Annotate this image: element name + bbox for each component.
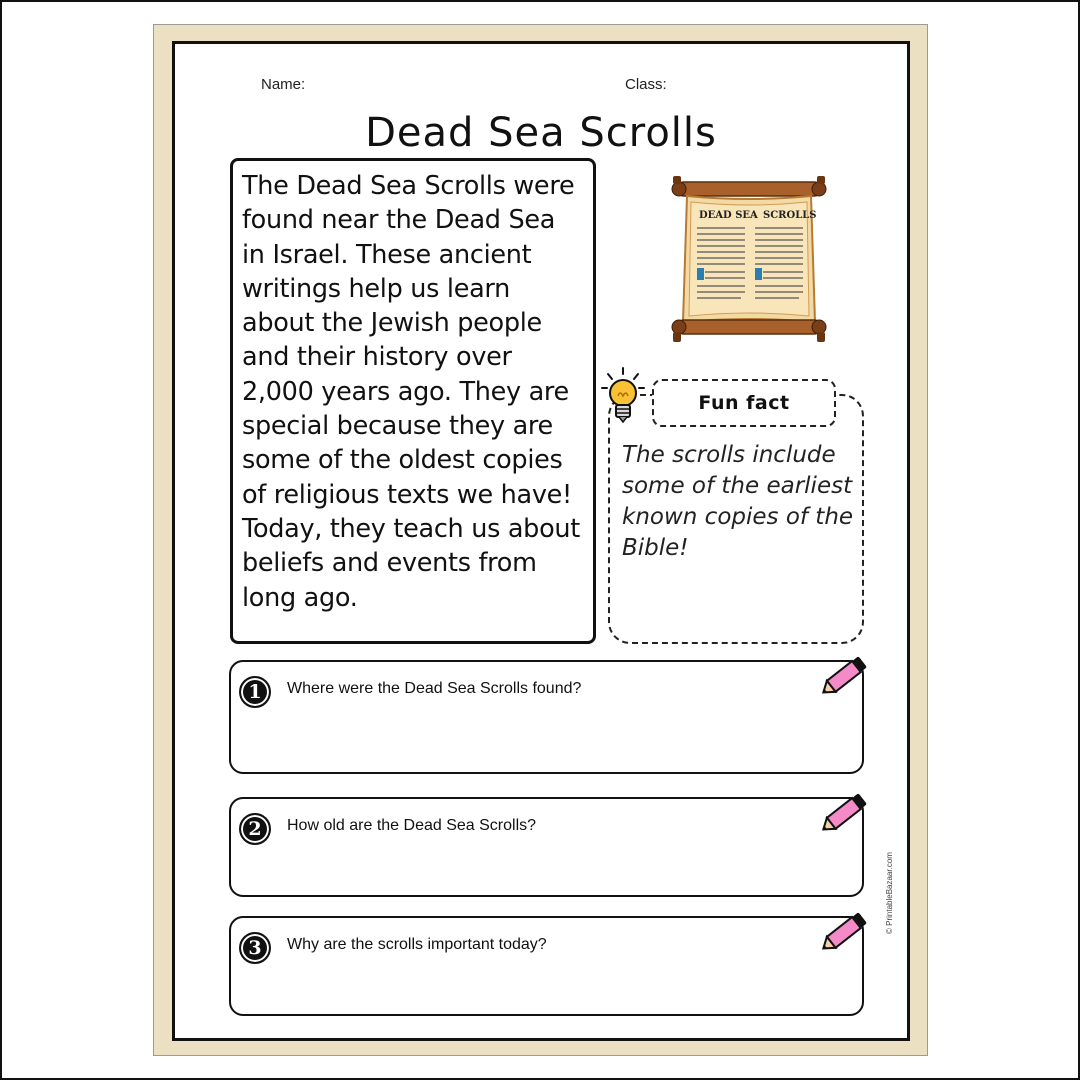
question-text: Where were the Dead Sea Scrolls found? xyxy=(287,680,582,697)
name-label: Name: xyxy=(261,76,306,93)
pencil-icon xyxy=(818,908,874,956)
worksheet-page xyxy=(172,41,910,1041)
question-box-1[interactable] xyxy=(229,660,864,774)
question-text: Why are the scrolls important today? xyxy=(287,936,547,953)
reading-passage-box xyxy=(230,158,596,644)
question-number-badge: 3 xyxy=(239,932,271,964)
question-number-badge: 1 xyxy=(239,676,271,708)
pencil-icon xyxy=(818,789,874,837)
page-title: Dead Sea Scrolls xyxy=(365,110,717,156)
worksheet-sheet xyxy=(153,24,928,1056)
copyright-text: © PrintableBazaar.com xyxy=(885,852,894,934)
fun-fact-text: The scrolls include some of the earliest known copies of the Bible! xyxy=(622,442,854,561)
question-box-3[interactable] xyxy=(229,916,864,1016)
question-number-badge: 2 xyxy=(239,813,271,845)
fun-fact-label: Fun fact xyxy=(652,379,836,427)
scroll-heading-right: SCROLLS xyxy=(763,210,817,221)
reading-passage-text: The Dead Sea Scrolls were found near the Dead Sea in Israel. These ancient writings help us learn about the Jewish people and their history over 2,000 years ago. They are special because they are some of the oldest copies of religious texts we have! Today, they teach us about beliefs and events from long ago. xyxy=(242,171,580,613)
lightbulb-icon xyxy=(600,366,646,428)
pencil-icon xyxy=(818,652,874,700)
scroll-icon xyxy=(669,172,829,347)
question-box-2[interactable] xyxy=(229,797,864,897)
class-label: Class: xyxy=(625,76,667,93)
question-text: How old are the Dead Sea Scrolls? xyxy=(287,817,537,834)
scroll-heading-left: DEAD SEA xyxy=(699,210,758,221)
